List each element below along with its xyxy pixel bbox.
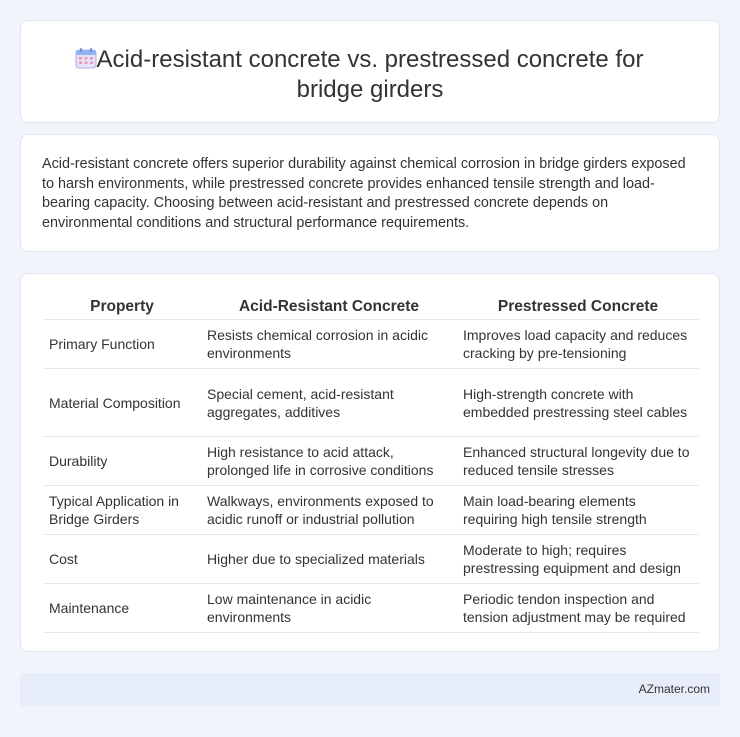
- cell-acid-resistant: Resists chemical corrosion in acidic environments: [201, 320, 457, 369]
- table-row: [43, 369, 699, 437]
- table-row: [43, 437, 699, 486]
- table-row: [43, 486, 699, 535]
- footer-bar: [20, 673, 720, 706]
- cell-property: Material Composition: [43, 369, 201, 437]
- cell-acid-resistant: Low maintenance in acidic environments: [201, 584, 457, 633]
- header-acid-resistant: Acid-Resistant Concrete: [238, 298, 419, 315]
- cell-prestressed: High-strength concrete with embedded prestressing steel cables: [457, 369, 699, 437]
- summary-text: Acid-resistant concrete offers superior durability against chemical corrosion in bridge girders exposed to harsh environments, while prestressed concrete provides enhanced tensile strength and load-bearing capacity. Choosing between acid-resistant and prestressed concrete depends on environmental conditions and structural performance requirements.: [42, 156, 686, 231]
- cell-prestressed: Improves load capacity and reduces cracking by pre-tensioning: [457, 320, 699, 369]
- cell-property: Primary Function: [43, 320, 201, 369]
- cell-acid-resistant: Special cement, acid-resistant aggregates, additives: [201, 369, 457, 437]
- summary-card: [20, 134, 720, 252]
- cell-acid-resistant: Walkways, environments exposed to acidic runoff or industrial pollution: [201, 486, 457, 535]
- header-property: Property: [90, 298, 154, 315]
- cell-acid-resistant: Higher due to specialized materials: [201, 535, 457, 584]
- page-title: Acid-resistant concrete vs. prestressed concrete for bridge girders: [96, 46, 644, 103]
- cell-prestressed: Main load-bearing elements requiring high tensile strength: [457, 486, 699, 535]
- comparison-table: [43, 296, 699, 633]
- cell-property: Cost: [43, 535, 201, 584]
- cell-property: Durability: [43, 437, 201, 486]
- comparison-table-card: [20, 273, 720, 652]
- cell-prestressed: Periodic tendon inspection and tension adjustment may be required: [457, 584, 699, 633]
- table-row: [43, 320, 699, 369]
- footer-brand-link[interactable]: AZmater.com: [638, 682, 710, 696]
- header-prestressed: Prestressed Concrete: [497, 298, 659, 315]
- cell-property: Maintenance: [43, 584, 201, 633]
- title-card: [20, 20, 720, 123]
- cell-prestressed: Enhanced structural longevity due to reduced tensile stresses: [457, 437, 699, 486]
- cell-acid-resistant: High resistance to acid attack, prolonged life in corrosive conditions: [201, 437, 457, 486]
- cell-prestressed: Moderate to high; requires prestressing equipment and design: [457, 535, 699, 584]
- table-header-row: [43, 296, 699, 320]
- table-row: [43, 584, 699, 633]
- cell-property: Typical Application in Bridge Girders: [43, 486, 201, 535]
- table-row: [43, 535, 699, 584]
